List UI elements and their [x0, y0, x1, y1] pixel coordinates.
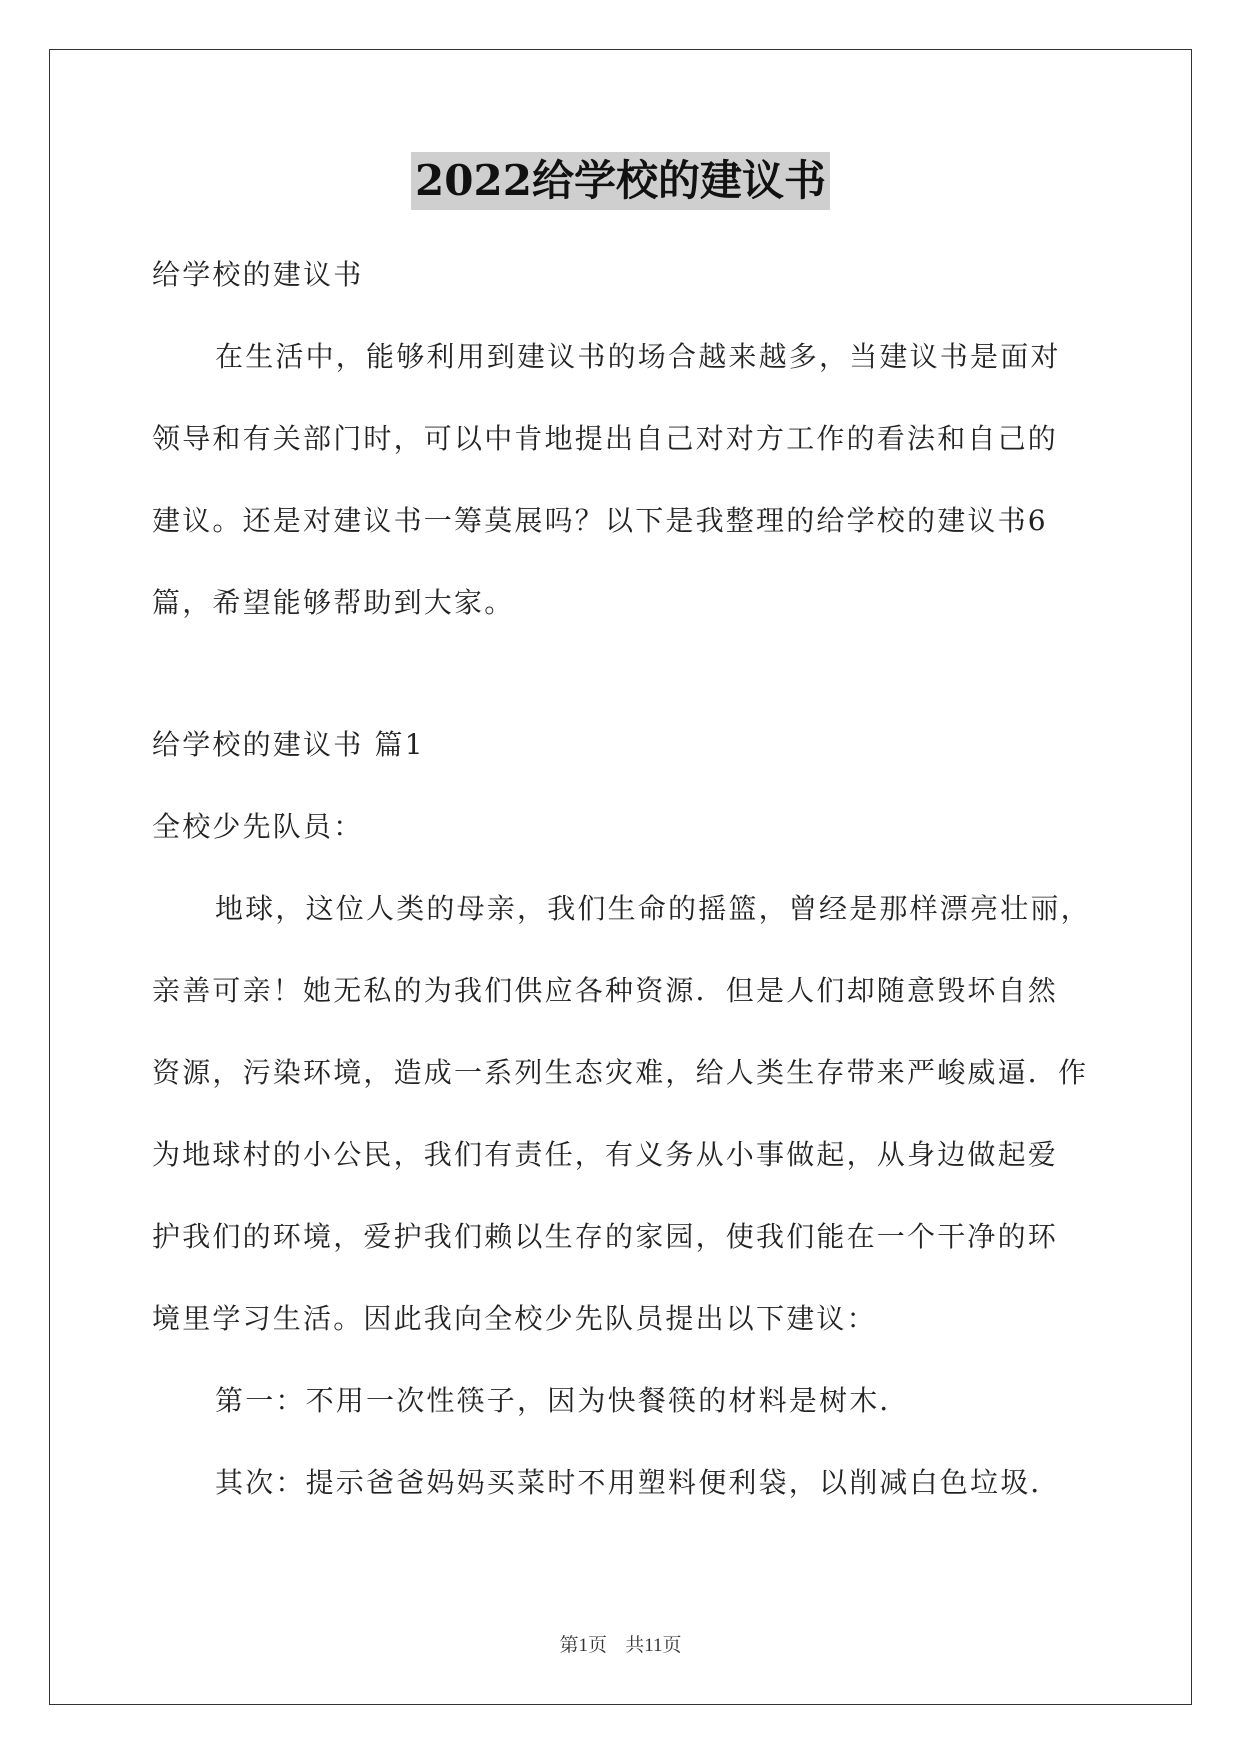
section-heading: 给学校的建议书 篇1 — [152, 728, 425, 761]
body-line: 地球，这位人类的母亲，我们生命的摇篮，曾经是那样漂亮壮丽， — [215, 892, 1091, 925]
body-line: 亲善可亲！她无私的为我们供应各种资源．但是人们却随意毁坏自然 — [152, 974, 1059, 1007]
intro-heading: 给学校的建议书 — [152, 258, 364, 291]
body-line: 为地球村的小公民，我们有责任，有义务从小事做起，从身边做起爱 — [152, 1138, 1059, 1171]
point-line: 其次：提示爸爸妈妈买菜时不用塑料便利袋，以削减白色垃圾． — [215, 1466, 1061, 1499]
page-total: 共11页 — [625, 1635, 682, 1656]
body-line: 资源，污染环境，造成一系列生态灾难，给人类生存带来严峻威逼．作 — [152, 1056, 1089, 1089]
intro-line: 领导和有关部门时，可以中肯地提出自己对对方工作的看法和自己的 — [152, 422, 1059, 455]
paragraph-gap — [152, 644, 1092, 704]
document-body — [152, 234, 1092, 1524]
title-container — [0, 152, 1241, 210]
intro-line: 在生活中，能够利用到建议书的场合越来越多，当建议书是面对 — [215, 340, 1061, 373]
intro-line: 建议。还是对建议书一筹莫展吗？以下是我整理的给学校的建议书6 — [152, 504, 1048, 537]
body-line: 境里学习生活。因此我向全校少先队员提出以下建议： — [152, 1302, 877, 1335]
document-title: 2022给学校的建议书 — [411, 152, 830, 210]
body-line: 护我们的环境，爱护我们赖以生存的家园，使我们能在一个干净的环 — [152, 1220, 1059, 1253]
salutation: 全校少先队员： — [152, 810, 364, 843]
intro-line: 篇，希望能够帮助到大家。 — [152, 586, 515, 619]
page-number: 第1页 — [559, 1635, 607, 1656]
point-line: 第一：不用一次性筷子，因为快餐筷的材料是树木． — [215, 1384, 910, 1417]
page-footer — [0, 1630, 1241, 1657]
